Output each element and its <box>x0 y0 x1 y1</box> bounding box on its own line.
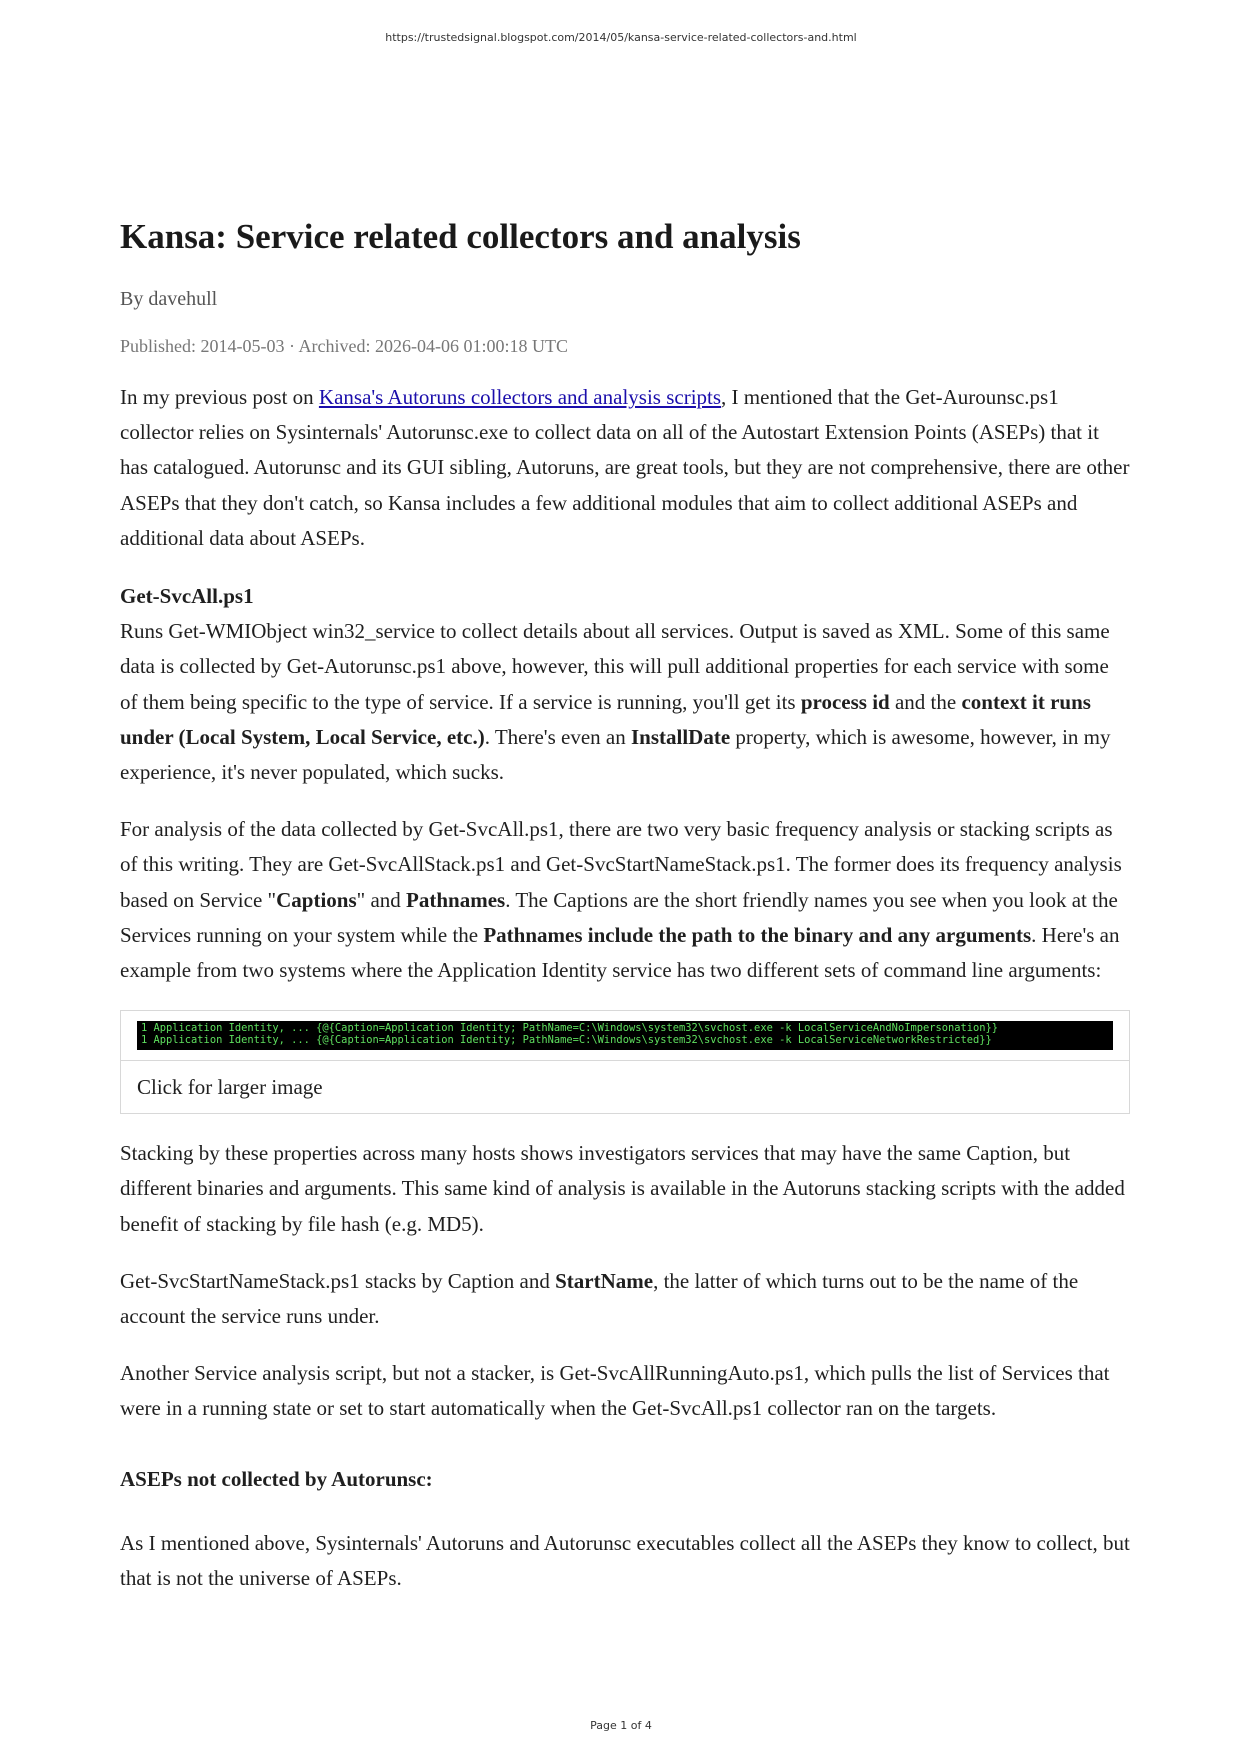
autoruns-post-link[interactable]: Kansa's Autoruns collectors and analysis scripts <box>318 385 722 409</box>
stacking-paragraph: Stacking by these properties across many hosts shows investigators services that may have the same Caption, but different binaries and arguments. This same kind of analysis is available in the Autoruns stacking scripts with the added benefit of stacking by file hash (e.g. MD5). <box>120 1141 1125 1236</box>
article <box>120 215 1130 1596</box>
figure <box>120 1010 1130 1114</box>
terminal-screenshot-link[interactable] <box>121 1011 1129 1061</box>
running-auto-paragraph: Another Service analysis script, but not a stacker, is Get-SvcAllRunningAuto.ps1, which pulls the list of Services that were in a running state or set to start automatically when the Get-SvcAll.ps1 collector ran on the targets. <box>120 1361 1110 1421</box>
byline: By davehull <box>120 288 218 310</box>
startname-paragraph: Get-SvcStartNameStack.ps1 stacks by Caption and StartName, the latter of which turns out to be the name of the account the service runs under. <box>120 1268 1079 1329</box>
svcall-heading: Get-SvcAll.ps1 <box>120 584 254 609</box>
terminal-line: 1 Application Identity, ... {@{Caption=Application Identity; PathName=C:\Windows\system32\svchost.exe -k LocalServiceAndNoImpersonation}} <box>141 1022 999 1035</box>
analysis-paragraph: For analysis of the data collected by Get-SvcAll.ps1, there are two very basic frequency analysis or stacking scripts as of this writing. They are Get-SvcAllStack.ps1 and Get-SvcStartNameStack.ps1. The former does its frequency analysis based on Service "Captions" and Pathnames. The Captions are the short friendly names you see when you look at the Services running on your system while the Pathnames include the path to the binary and any arguments. Here's an example from two systems where the Application Identity service has two different sets of command line arguments: <box>120 817 1122 983</box>
figure-caption: Click for larger image <box>137 1075 323 1100</box>
asep-heading: ASEPs not collected by Autorunsc: <box>120 1466 433 1491</box>
intro-paragraph: In my previous post on Kansa's Autoruns collectors and analysis scripts, I mentioned that the Get-Aurounsc.ps1 collector relies on Sysinternals' Autorunsc.exe to collect data on all of the Autostart Extension Points (ASEPs) that it has catalogued. Autorunsc and its GUI sibling, Autoruns, are great tools, but they are not comprehensive, there are other ASEPs that they don't catch, so Kansa includes a few additional modules that aim to collect additional ASEPs and additional data about ASEPs. <box>120 385 1130 550</box>
page-number: Page 1 of 4 <box>590 1719 652 1732</box>
article-title: Kansa: Service related collectors and analysis <box>120 217 801 256</box>
page-url: https://trustedsignal.blogspot.com/2014/05/kansa-service-related-collectors-and.html <box>385 31 857 44</box>
asep-paragraph: As I mentioned above, Sysinternals' Autoruns and Autorunsc executables collect all the ASEPs they know to collect, but that is not the universe of ASEPs. <box>120 1530 1130 1591</box>
svcall-paragraph: Runs Get-WMIObject win32_service to collect details about all services. Output is saved as XML. Some of this same data is collected by Get-Autorunsc.ps1 above, however, this will pull additional properties for each service with some of them being specific to the type of service. If a service is running, you'll get its process id and the context it runs under (Local System, Local Service, etc.). There's even an InstallDate property, which is awesome, however, in my experience, it's never populated, which sucks. <box>120 619 1111 785</box>
terminal-line: 1 Application Identity, ... {@{Caption=Application Identity; PathName=C:\Windows\system32\svchost.exe -k LocalServiceNetworkRestricted}} <box>141 1034 992 1047</box>
terminal-screenshot <box>137 1021 1113 1050</box>
publish-meta: Published: 2014-05-03 · Archived: 2026-04-06 01:00:18 UTC <box>120 336 568 356</box>
